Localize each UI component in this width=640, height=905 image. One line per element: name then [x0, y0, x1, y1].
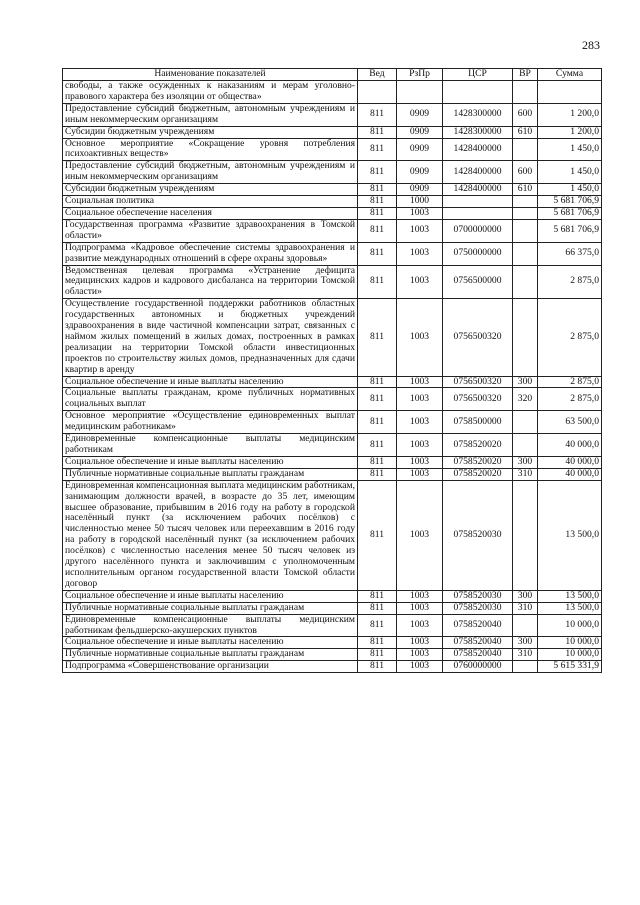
row-csr: 0758520040 — [443, 649, 513, 661]
row-sum: 40 000,0 — [538, 468, 602, 480]
row-name: Единовременные компенсационные выплаты медицинским работникам фельдшерско-акушерских пунктов — [63, 614, 358, 637]
table-row — [63, 614, 602, 637]
row-csr: 0756500320 — [443, 299, 513, 376]
row-csr: 0758520040 — [443, 614, 513, 637]
row-sum: 5 681 706,9 — [538, 207, 602, 219]
row-sum: 10 000,0 — [538, 614, 602, 637]
row-ved — [358, 81, 397, 104]
row-rzpr: 1003 — [397, 661, 443, 673]
row-csr: 1428300000 — [443, 126, 513, 138]
row-csr: 0758520020 — [443, 434, 513, 457]
row-csr: 0758520020 — [443, 456, 513, 468]
row-ved: 811 — [358, 161, 397, 184]
row-name: Социальное обеспечение и иные выплаты населению — [63, 456, 358, 468]
row-sum: 13 500,0 — [538, 480, 602, 590]
row-csr: 0758500000 — [443, 411, 513, 434]
row-sum: 1 200,0 — [538, 103, 602, 126]
row-name: Субсидии бюджетным учреждениям — [63, 126, 358, 138]
row-vr — [513, 207, 538, 219]
row-ved: 811 — [358, 411, 397, 434]
row-ved: 811 — [358, 480, 397, 590]
row-csr: 0760000000 — [443, 661, 513, 673]
row-csr: 0756500320 — [443, 376, 513, 388]
row-vr — [513, 81, 538, 104]
row-name: Предоставление субсидий бюджетным, автономным учреждениям и иным некоммерческим организациям — [63, 103, 358, 126]
row-vr — [513, 411, 538, 434]
row-csr: 0756500320 — [443, 388, 513, 411]
row-ved: 811 — [358, 649, 397, 661]
row-csr — [443, 207, 513, 219]
row-ved: 811 — [358, 434, 397, 457]
table-row — [63, 81, 602, 104]
table-row — [63, 196, 602, 208]
row-vr: 610 — [513, 126, 538, 138]
header-vr: ВР — [513, 69, 538, 81]
row-rzpr: 0909 — [397, 184, 443, 196]
table-row — [63, 184, 602, 196]
row-rzpr: 1003 — [397, 590, 443, 602]
row-rzpr: 1003 — [397, 614, 443, 637]
row-name: Осуществление государственной поддержки работников областных государственных автономных и бюджетных учреждений здравоохранения в виде частичной компенсации затрат, связанных с наймом жилых помещений в жилых домах, построенных в рамках реализации на территории Томской области инвестиционных проектов по строительству жилых домов, предназначенных для сдачи квартир в аренду — [63, 299, 358, 376]
row-name: Публичные нормативные социальные выплаты гражданам — [63, 468, 358, 480]
row-csr: 0758520020 — [443, 468, 513, 480]
row-rzpr: 1003 — [397, 242, 443, 265]
row-csr: 0700000000 — [443, 219, 513, 242]
row-vr — [513, 661, 538, 673]
table-row — [63, 126, 602, 138]
row-rzpr: 0909 — [397, 126, 443, 138]
row-csr: 1428400000 — [443, 138, 513, 161]
row-ved: 811 — [358, 103, 397, 126]
table-row — [63, 207, 602, 219]
row-csr: 1428300000 — [443, 103, 513, 126]
row-csr — [443, 81, 513, 104]
row-name: Социальное обеспечение населения — [63, 207, 358, 219]
row-name: Подпрограмма «Совершенствование организации — [63, 661, 358, 673]
row-name: Ведомственная целевая программа «Устранение дефицита медицинских кадров и кадрового дисбаланса на территории Томской области» — [63, 265, 358, 299]
table-row — [63, 161, 602, 184]
row-name: свободы, а также осужденных к наказаниям и мерам уголовно-правового характера без изоляции от общества» — [63, 81, 358, 104]
table-row — [63, 480, 602, 590]
row-csr: 1428400000 — [443, 184, 513, 196]
row-ved: 811 — [358, 207, 397, 219]
row-name: Социальное обеспечение и иные выплаты населению — [63, 376, 358, 388]
row-ved: 811 — [358, 196, 397, 208]
header-csr: ЦСР — [443, 69, 513, 81]
header-rzpr: РзПр — [397, 69, 443, 81]
row-ved: 811 — [358, 126, 397, 138]
table-row — [63, 411, 602, 434]
row-name: Публичные нормативные социальные выплаты гражданам — [63, 602, 358, 614]
row-rzpr: 1003 — [397, 649, 443, 661]
table-row — [63, 242, 602, 265]
table-row — [63, 649, 602, 661]
row-name: Социальная политика — [63, 196, 358, 208]
row-ved: 811 — [358, 299, 397, 376]
row-rzpr: 1003 — [397, 219, 443, 242]
row-rzpr: 1003 — [397, 602, 443, 614]
page-number: 283 — [582, 38, 600, 52]
row-csr: 0758520030 — [443, 590, 513, 602]
row-name: Социальное обеспечение и иные выплаты населению — [63, 590, 358, 602]
row-ved: 811 — [358, 376, 397, 388]
row-csr — [443, 196, 513, 208]
row-rzpr: 1003 — [397, 411, 443, 434]
row-sum: 5 681 706,9 — [538, 196, 602, 208]
row-name: Основное мероприятие «Сокращение уровня потребления психоактивных веществ» — [63, 138, 358, 161]
row-csr: 0750000000 — [443, 242, 513, 265]
row-vr: 300 — [513, 376, 538, 388]
row-rzpr: 1003 — [397, 480, 443, 590]
table-row — [63, 637, 602, 649]
row-sum: 66 375,0 — [538, 242, 602, 265]
row-name: Единовременные компенсационные выплаты медицинским работникам — [63, 434, 358, 457]
row-ved: 811 — [358, 661, 397, 673]
row-rzpr: 1000 — [397, 196, 443, 208]
row-rzpr: 1003 — [397, 637, 443, 649]
row-ved: 811 — [358, 184, 397, 196]
row-sum: 10 000,0 — [538, 649, 602, 661]
row-rzpr: 1003 — [397, 434, 443, 457]
row-csr: 0758520030 — [443, 480, 513, 590]
row-rzpr: 0909 — [397, 138, 443, 161]
row-rzpr: 1003 — [397, 468, 443, 480]
row-sum: 5 615 331,9 — [538, 661, 602, 673]
row-vr — [513, 196, 538, 208]
row-rzpr: 1003 — [397, 456, 443, 468]
row-vr: 310 — [513, 602, 538, 614]
table-row — [63, 590, 602, 602]
row-rzpr: 1003 — [397, 265, 443, 299]
row-name: Предоставление субсидий бюджетным, автономным учреждениям и иным некоммерческим организациям — [63, 161, 358, 184]
row-ved: 811 — [358, 614, 397, 637]
row-name: Публичные нормативные социальные выплаты гражданам — [63, 649, 358, 661]
row-rzpr: 1003 — [397, 299, 443, 376]
row-vr: 300 — [513, 456, 538, 468]
table-row — [63, 456, 602, 468]
row-sum: 1 450,0 — [538, 161, 602, 184]
row-sum: 2 875,0 — [538, 265, 602, 299]
header-ved: Вед — [358, 69, 397, 81]
row-vr — [513, 138, 538, 161]
table-row — [63, 661, 602, 673]
row-sum: 2 875,0 — [538, 376, 602, 388]
row-sum — [538, 81, 602, 104]
row-vr — [513, 265, 538, 299]
row-name: Основное мероприятие «Осуществление единовременных выплат медицинским работникам» — [63, 411, 358, 434]
table-body — [63, 81, 602, 673]
row-name: Единовременная компенсационная выплата медицинским работникам, занимающим должности врачей, в возрасте до 35 лет, имеющим высшее образование, прибывшим в 2016 году на работу в городской населённый пункт (за исключением рабочих посёлков) с численностью менее 50 тысяч человек или переехавшим в 2016 году на работу в городской населённый пункт (за исключением рабочих посёлков) с численностью населения менее 50 тысяч человек из другого населённого пункта и заключившим с уполномоченным исполнительным органом государственной власти Томской области договор — [63, 480, 358, 590]
row-sum: 63 500,0 — [538, 411, 602, 434]
table-row — [63, 299, 602, 376]
row-sum: 10 000,0 — [538, 637, 602, 649]
row-name: Подпрограмма «Кадровое обеспечение системы здравоохранения и развитие международных отношений в сфере охраны здоровья» — [63, 242, 358, 265]
row-sum: 40 000,0 — [538, 456, 602, 468]
row-vr: 600 — [513, 161, 538, 184]
row-vr: 310 — [513, 649, 538, 661]
row-sum: 40 000,0 — [538, 434, 602, 457]
row-vr: 300 — [513, 590, 538, 602]
row-ved: 811 — [358, 388, 397, 411]
row-csr: 0758520030 — [443, 602, 513, 614]
row-sum: 1 200,0 — [538, 126, 602, 138]
row-ved: 811 — [358, 242, 397, 265]
row-rzpr: 1003 — [397, 207, 443, 219]
row-ved: 811 — [358, 456, 397, 468]
table-row — [63, 376, 602, 388]
row-sum: 2 875,0 — [538, 388, 602, 411]
row-vr — [513, 299, 538, 376]
row-rzpr — [397, 81, 443, 104]
row-vr — [513, 242, 538, 265]
row-ved: 811 — [358, 602, 397, 614]
header-sum: Сумма — [538, 69, 602, 81]
row-vr — [513, 434, 538, 457]
row-sum: 1 450,0 — [538, 138, 602, 161]
table-row — [63, 388, 602, 411]
row-sum: 1 450,0 — [538, 184, 602, 196]
row-name: Социальные выплаты гражданам, кроме публичных нормативных социальных выплат — [63, 388, 358, 411]
table-row — [63, 219, 602, 242]
row-rzpr: 1003 — [397, 376, 443, 388]
table-row — [63, 468, 602, 480]
row-vr: 320 — [513, 388, 538, 411]
row-rzpr: 0909 — [397, 161, 443, 184]
row-ved: 811 — [358, 468, 397, 480]
row-vr: 610 — [513, 184, 538, 196]
table-row — [63, 138, 602, 161]
row-sum: 5 681 706,9 — [538, 219, 602, 242]
row-csr: 0758520040 — [443, 637, 513, 649]
row-rzpr: 0909 — [397, 103, 443, 126]
table-row — [63, 434, 602, 457]
row-vr — [513, 614, 538, 637]
table-row — [63, 103, 602, 126]
row-name: Государственная программа «Развитие здравоохранения в Томской области» — [63, 219, 358, 242]
row-vr: 310 — [513, 468, 538, 480]
header-name: Наименование показателей — [63, 69, 358, 81]
row-name: Субсидии бюджетным учреждениям — [63, 184, 358, 196]
row-ved: 811 — [358, 138, 397, 161]
row-csr: 1428400000 — [443, 161, 513, 184]
table-row — [63, 265, 602, 299]
row-ved: 811 — [358, 265, 397, 299]
table-header-row — [63, 69, 602, 81]
row-sum: 13 500,0 — [538, 602, 602, 614]
row-vr: 600 — [513, 103, 538, 126]
row-ved: 811 — [358, 590, 397, 602]
row-vr: 300 — [513, 637, 538, 649]
budget-table — [62, 68, 602, 673]
row-sum: 2 875,0 — [538, 299, 602, 376]
table-row — [63, 602, 602, 614]
row-vr — [513, 219, 538, 242]
row-name: Социальное обеспечение и иные выплаты населению — [63, 637, 358, 649]
row-ved: 811 — [358, 637, 397, 649]
row-vr — [513, 480, 538, 590]
row-csr: 0756500000 — [443, 265, 513, 299]
row-sum: 13 500,0 — [538, 590, 602, 602]
row-ved: 811 — [358, 219, 397, 242]
row-rzpr: 1003 — [397, 388, 443, 411]
